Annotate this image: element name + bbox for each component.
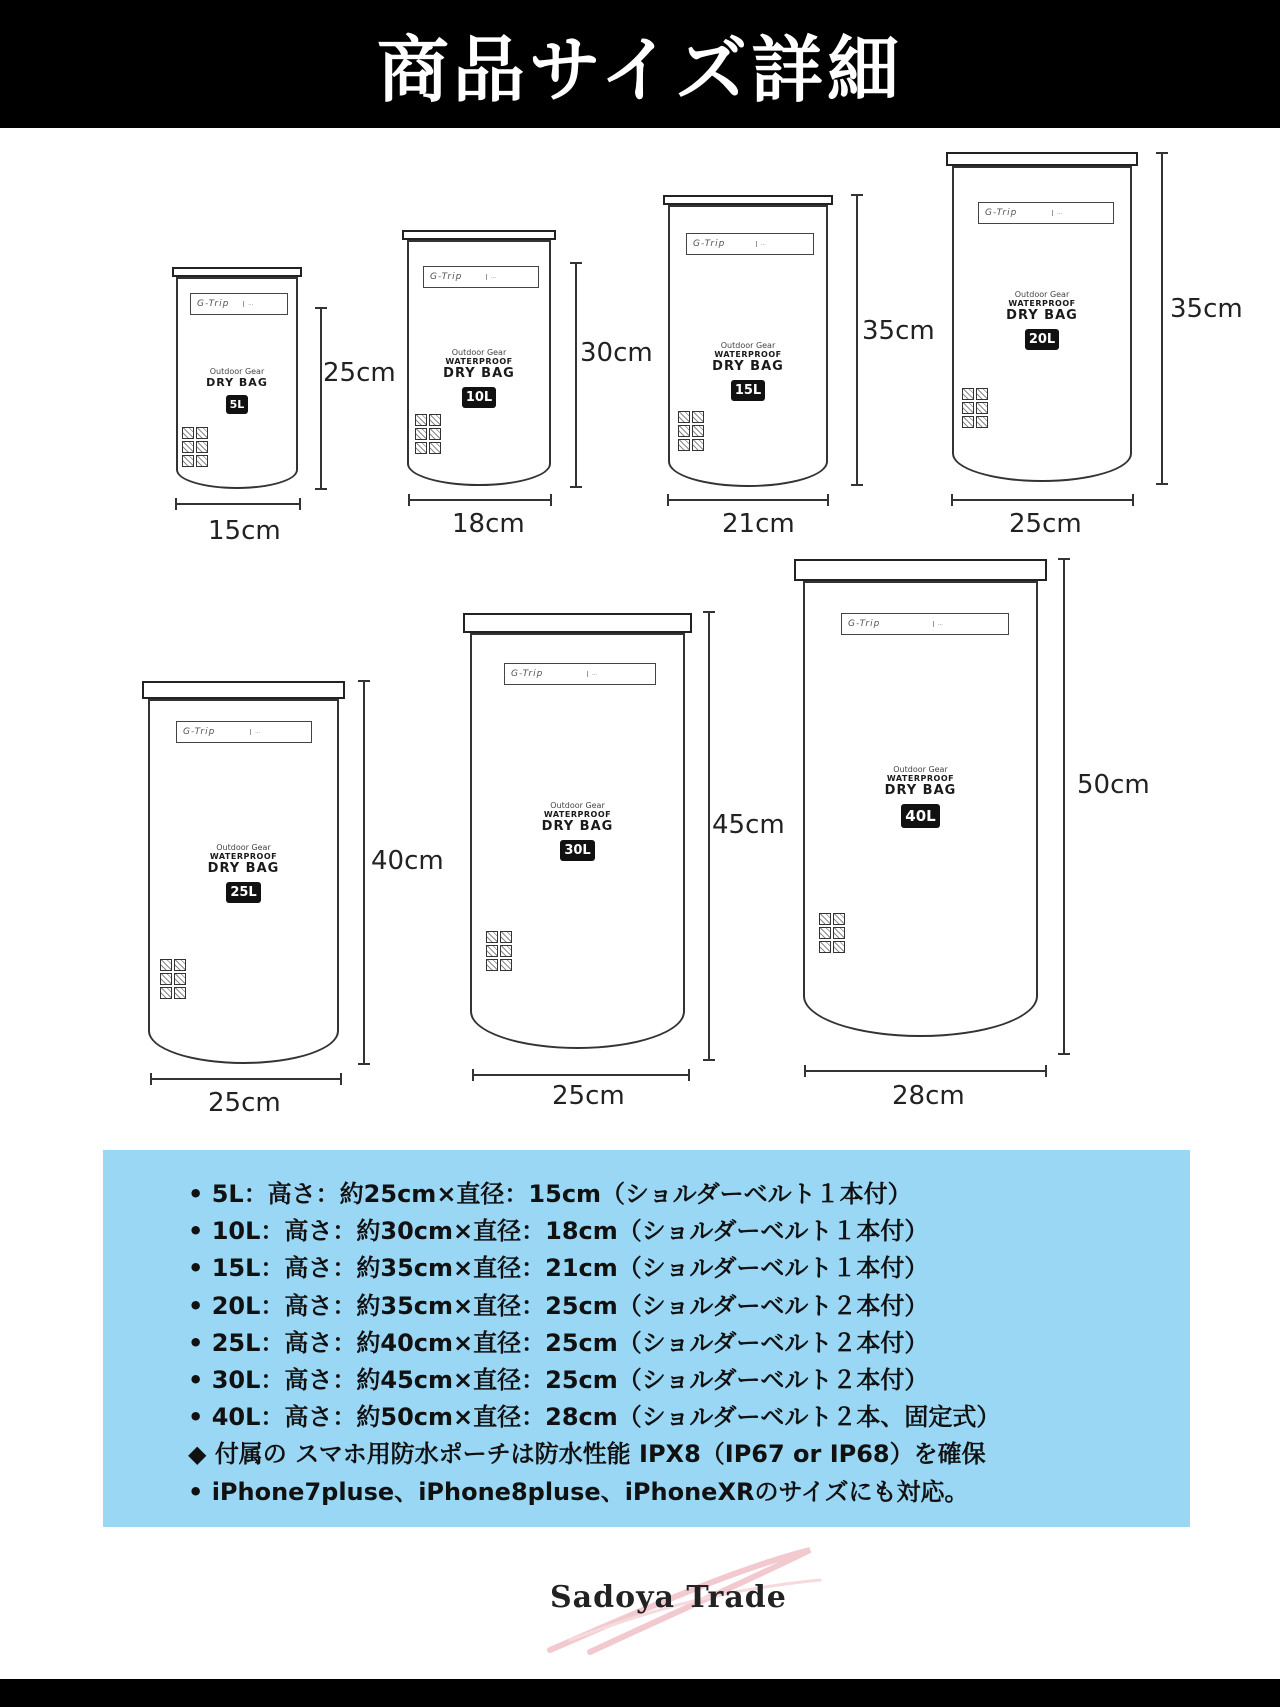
bag-body xyxy=(176,277,298,489)
care-icons xyxy=(182,427,208,467)
bag-label-strip: G-Trip … xyxy=(423,266,539,288)
bag-body xyxy=(952,166,1132,482)
spec-line: • 30L：高さ：約45cm×直径：25cm（ショルダーベルト２本付） xyxy=(188,1366,929,1395)
bag-lid xyxy=(142,681,345,699)
spec-line: • 40L：高さ：約50cm×直径：28cm（ショルダーベルト２本、固定式） xyxy=(188,1403,1001,1432)
bag-label-strip: G-Trip … xyxy=(176,721,312,743)
bag-lid xyxy=(946,152,1138,166)
width-label: 15cm xyxy=(208,516,281,546)
bag-5l xyxy=(172,267,302,489)
header-banner xyxy=(0,0,1280,128)
bag-print: Outdoor Gear WATERPROOF DRY BAG 40L xyxy=(805,765,1036,828)
width-marker xyxy=(951,494,1134,506)
bag-lid xyxy=(663,195,833,205)
care-icons xyxy=(678,411,704,451)
bag-body xyxy=(407,240,551,486)
capacity-badge: 40L xyxy=(901,804,939,828)
bag-label-strip: G-Trip … xyxy=(978,202,1114,224)
height-marker xyxy=(1156,152,1168,485)
bag-25l xyxy=(142,681,345,1064)
height-label: 35cm xyxy=(1170,294,1243,324)
height-marker xyxy=(315,307,327,490)
pouch-note: ◆ 付属の スマホ用防水ポーチは防水性能 IPX8（IP67 or IP68）を確保 xyxy=(188,1440,986,1469)
height-label: 50cm xyxy=(1077,770,1150,800)
width-marker xyxy=(667,494,829,506)
bag-lid xyxy=(794,559,1047,581)
page-title: 商品サイズ詳細 xyxy=(376,28,904,112)
width-marker xyxy=(804,1065,1047,1077)
width-marker xyxy=(175,498,301,510)
height-label: 25cm xyxy=(323,358,396,388)
bag-10l xyxy=(402,230,556,486)
height-label: 45cm xyxy=(712,810,785,840)
spec-box xyxy=(103,1150,1190,1527)
width-label: 21cm xyxy=(722,509,795,539)
bag-print: Outdoor Gear WATERPROOF DRY BAG 15L xyxy=(670,341,826,401)
bag-label-strip: G-Trip … xyxy=(190,293,288,315)
bag-lid xyxy=(172,267,302,277)
bag-15l xyxy=(663,195,833,487)
height-marker xyxy=(570,262,582,488)
height-label: 35cm xyxy=(862,316,935,346)
brand-logo xyxy=(530,1540,830,1660)
capacity-badge: 5L xyxy=(226,395,249,414)
spec-line: • 5L：高さ：約25cm×直径：15cm（ショルダーベルト１本付） xyxy=(188,1180,912,1208)
bag-label-strip: G-Trip … xyxy=(686,233,814,255)
bag-40l xyxy=(794,559,1047,1037)
bag-label-strip: G-Trip … xyxy=(504,663,656,685)
bag-print: Outdoor Gear WATERPROOF DRY BAG 25L xyxy=(150,843,337,903)
width-marker xyxy=(472,1069,690,1081)
bag-label-strip: G-Trip … xyxy=(841,613,1009,635)
width-label: 25cm xyxy=(552,1081,625,1111)
bag-print: Outdoor Gear WATERPROOF DRY BAG 20L xyxy=(954,290,1130,350)
bag-body xyxy=(148,699,339,1064)
care-icons xyxy=(962,388,988,428)
capacity-badge: 20L xyxy=(1025,329,1059,350)
bag-body xyxy=(470,633,685,1049)
capacity-badge: 30L xyxy=(560,840,594,861)
care-icons xyxy=(819,913,845,953)
width-label: 28cm xyxy=(892,1081,965,1111)
width-marker xyxy=(150,1073,342,1085)
width-marker xyxy=(408,494,552,506)
height-marker xyxy=(1058,558,1070,1055)
bag-20l xyxy=(946,152,1138,482)
bag-30l xyxy=(463,613,692,1049)
bag-body xyxy=(668,205,828,487)
height-marker xyxy=(358,680,370,1065)
bag-lid xyxy=(402,230,556,240)
bag-print: Outdoor Gear WATERPROOF DRY BAG 10L xyxy=(409,348,549,408)
bag-body xyxy=(803,581,1038,1037)
spec-line: • 25L：高さ：約40cm×直径：25cm（ショルダーベルト２本付） xyxy=(188,1328,929,1357)
capacity-badge: 25L xyxy=(226,882,260,903)
footer-bar xyxy=(0,1679,1280,1707)
spec-line: • 20L：高さ：約35cm×直径：25cm（ショルダーベルト２本付） xyxy=(188,1291,929,1320)
iphone-note: • iPhone7pluse、iPhone8pluse、iPhoneXRのサイズにも対応。 xyxy=(188,1477,969,1506)
bag-lid xyxy=(463,613,692,633)
height-label: 40cm xyxy=(371,846,444,876)
width-label: 25cm xyxy=(1009,509,1082,539)
height-label: 30cm xyxy=(580,338,653,368)
width-label: 18cm xyxy=(452,509,525,539)
width-label: 25cm xyxy=(208,1088,281,1118)
care-icons xyxy=(486,931,512,971)
capacity-badge: 15L xyxy=(731,380,765,401)
bag-print: Outdoor Gear DRY BAG 5L xyxy=(178,367,296,414)
spec-line: • 10L：高さ：約30cm×直径：18cm（ショルダーベルト１本付） xyxy=(188,1217,929,1246)
spec-line: • 15L：高さ：約35cm×直径：21cm（ショルダーベルト１本付） xyxy=(188,1254,929,1283)
bag-print: Outdoor Gear WATERPROOF DRY BAG 30L xyxy=(472,801,683,861)
care-icons xyxy=(160,959,186,999)
care-icons xyxy=(415,414,441,454)
capacity-badge: 10L xyxy=(462,387,496,408)
brand-name: Sadoya Trade xyxy=(550,1580,787,1615)
